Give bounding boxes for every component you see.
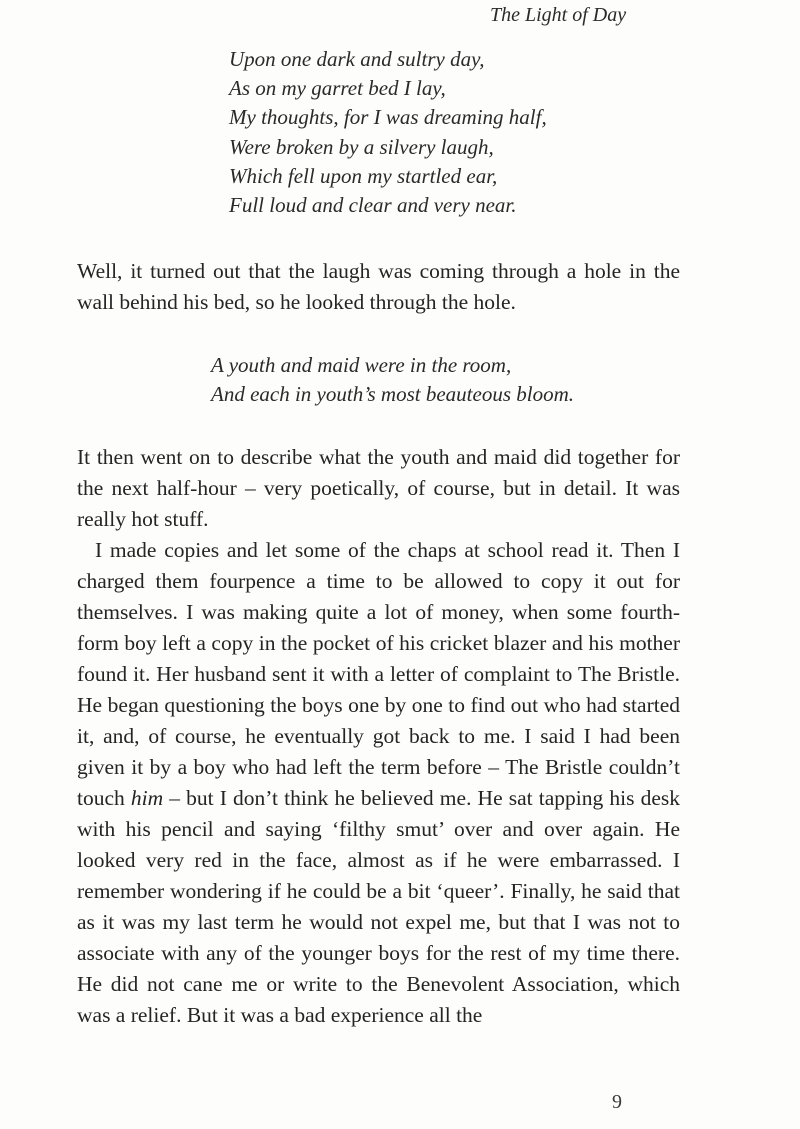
paragraph-copies (77, 535, 680, 1031)
verse-line-2: As on my garret bed I lay, (229, 76, 446, 101)
paragraph-hole: Well, it turned out that the laugh was coming through a hole in the wall behind his bed, so he looked through the hole. (77, 259, 680, 315)
paragraph-copies-text-before: I made copies and let some of the chaps at school read it. Then I charged them fourpence a time to be allowed to copy it out for themselves. I was making quite a lot of money, when some fourth-form boy left a copy in the pocket of his cricket blazer and his mother found it. Her husband sent it with a letter of complaint to The Bristle. He began questioning the boys one by one to find out who had started it, and, of course, he eventually got back to me. I said I had been given it by a boy who had left the term before – The Bristle couldn’t touch (77, 537, 680, 810)
verse-stanza-1 (229, 45, 680, 220)
page-number: 9 (612, 1091, 622, 1113)
verse-line-3: My thoughts, for I was dreaming half, (229, 105, 547, 130)
verse-couplet-line-1: A youth and maid were in the room, (211, 353, 512, 378)
paragraph-copies-emphasis-him: him (130, 785, 164, 810)
verse-line-6: Full loud and clear and very near. (229, 193, 517, 218)
paragraph-copies-text-after: – but I don’t think he believed me. He sat tapping his desk with his pencil and saying ‘filthy smut’ over and over again. He looked very red in the face, almost as if he were embarrassed. I remember wondering if he could be a bit ‘queer’. Finally, he said that as it was my last term he would not expel me, but that I was not to associate with any of the younger boys for the rest of my time there. He did not cane me or write to the Benevolent Association, which was a relief. But it was a bad experience all the (77, 785, 680, 1027)
verse-line-4: Were broken by a silvery laugh, (229, 134, 494, 159)
verse-line-5: Which fell upon my startled ear, (229, 163, 498, 188)
verse-line-1: Upon one dark and sultry day, (229, 47, 485, 71)
verse-stanza-2 (211, 351, 680, 409)
running-head: The Light of Day (490, 4, 627, 26)
verse-couplet-line-2: And each in youth’s most beauteous bloom. (211, 382, 574, 407)
paragraph-describe: It then went on to describe what the youth and maid did together for the next half-hour – very poetically, of course, but in detail. It was really hot stuff. (77, 444, 680, 531)
